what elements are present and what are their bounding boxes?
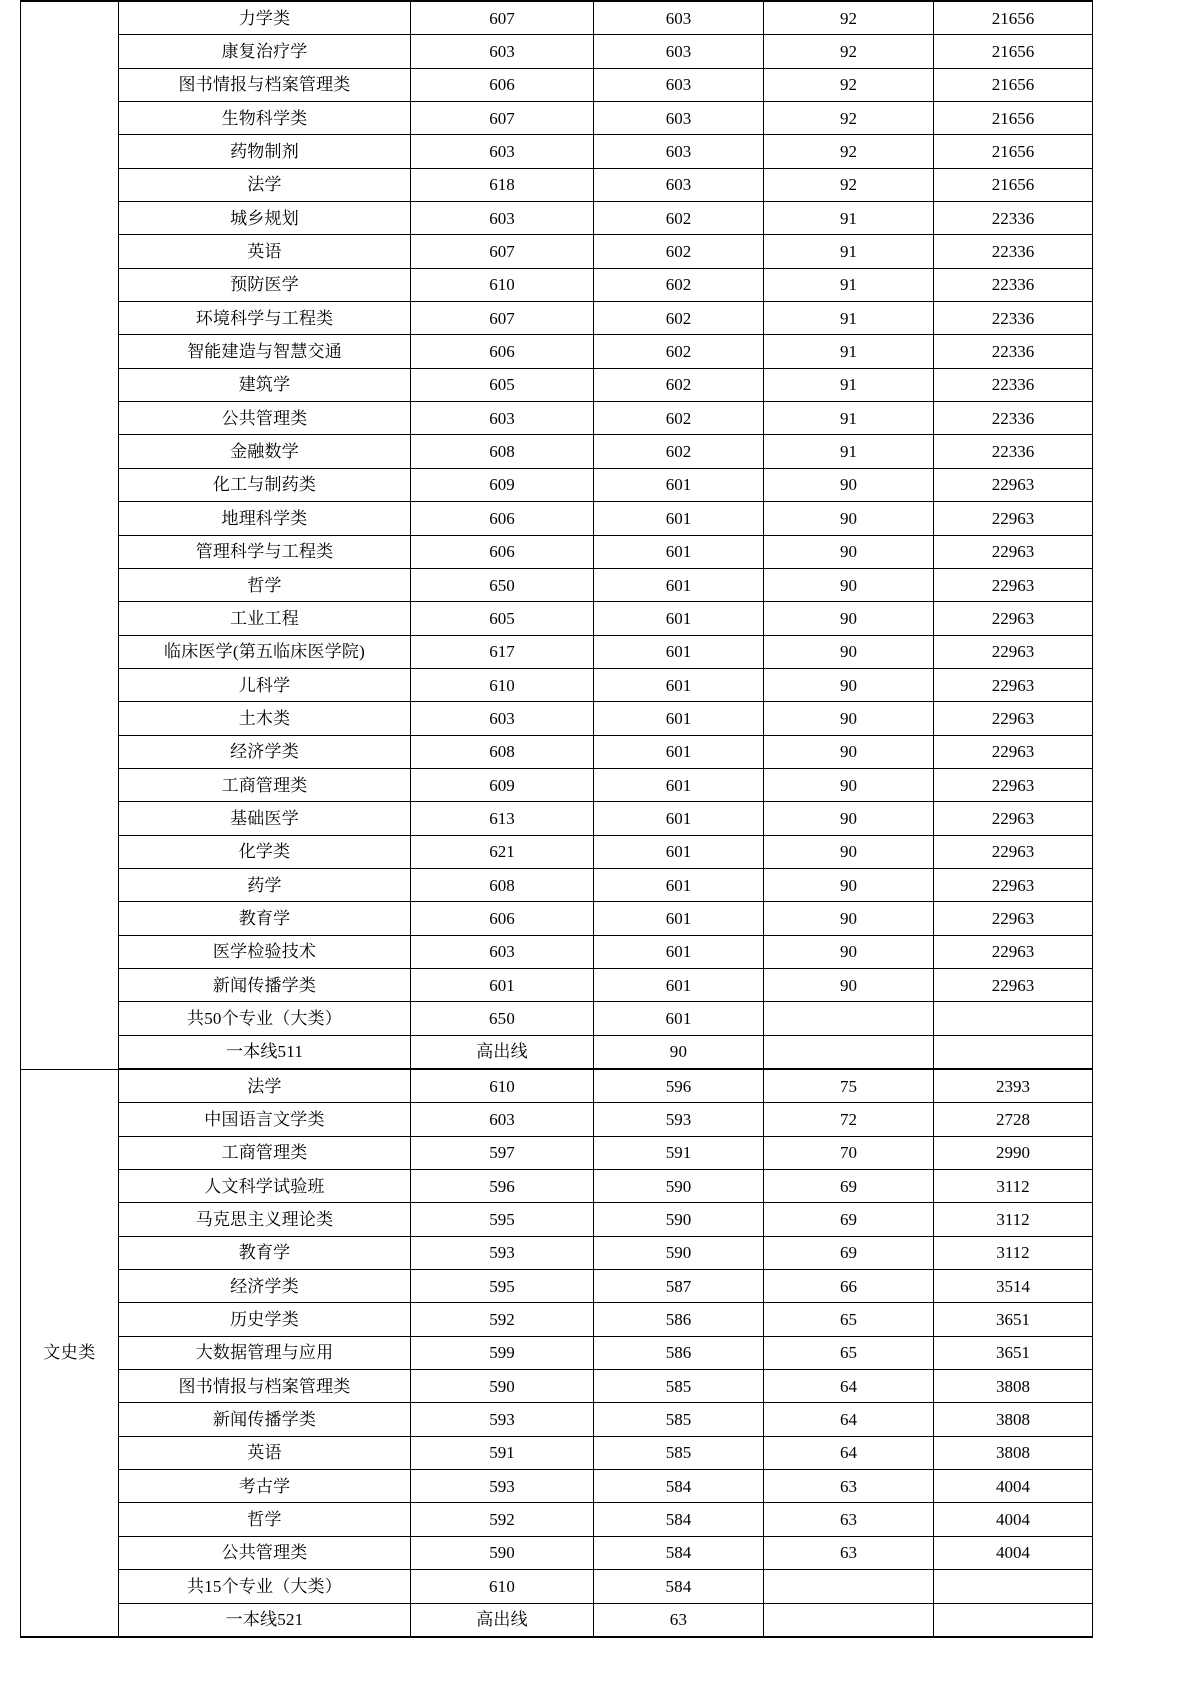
table-row <box>21 968 1093 1001</box>
above-line-cell: 92 <box>764 102 934 135</box>
highest-score-cell: 605 <box>411 368 594 401</box>
lowest-score-cell: 601 <box>594 502 764 535</box>
table-row <box>21 1002 1093 1035</box>
highest-score-cell: 592 <box>411 1303 594 1336</box>
rank-cell: 22963 <box>934 468 1093 501</box>
rank-cell: 22963 <box>934 535 1093 568</box>
highest-score-cell: 595 <box>411 1270 594 1303</box>
rank-cell: 22963 <box>934 868 1093 901</box>
above-line-cell: 92 <box>764 35 934 68</box>
above-line-cell: 91 <box>764 402 934 435</box>
above-line-cell: 63 <box>764 1503 934 1536</box>
major-name-cell: 儿科学 <box>119 668 411 701</box>
major-name-cell: 大数据管理与应用 <box>119 1336 411 1369</box>
table-row <box>21 335 1093 368</box>
highest-score-cell: 601 <box>411 968 594 1001</box>
lowest-score-cell: 603 <box>594 1 764 35</box>
table-row <box>21 1536 1093 1569</box>
major-name-cell: 中国语言文学类 <box>119 1103 411 1136</box>
highest-score-cell: 608 <box>411 868 594 901</box>
above-line-cell: 69 <box>764 1236 934 1269</box>
highest-score-cell: 606 <box>411 68 594 101</box>
lowest-score-cell: 601 <box>594 668 764 701</box>
highest-score-cell: 599 <box>411 1336 594 1369</box>
major-name-cell: 人文科学试验班 <box>119 1170 411 1203</box>
major-name-cell: 考古学 <box>119 1470 411 1503</box>
rank-cell <box>934 1002 1093 1035</box>
above-line-cell: 90 <box>764 635 934 668</box>
lowest-score-cell: 601 <box>594 602 764 635</box>
highest-score-cell: 613 <box>411 802 594 835</box>
lowest-score-cell: 601 <box>594 802 764 835</box>
above-line-cell: 91 <box>764 302 934 335</box>
highest-score-cell: 607 <box>411 102 594 135</box>
highest-score-cell: 609 <box>411 768 594 801</box>
major-name-cell: 马克思主义理论类 <box>119 1203 411 1236</box>
rank-cell: 22963 <box>934 602 1093 635</box>
lowest-score-cell: 601 <box>594 835 764 868</box>
table-row <box>21 202 1093 235</box>
lowest-score-cell: 601 <box>594 702 764 735</box>
table-body <box>21 1 1093 1637</box>
lowest-score-cell: 590 <box>594 1236 764 1269</box>
lowest-score-cell: 586 <box>594 1336 764 1369</box>
table-row <box>21 368 1093 401</box>
rank-cell <box>934 1603 1093 1637</box>
table-row <box>21 435 1093 468</box>
above-line-cell: 66 <box>764 1270 934 1303</box>
rank-cell: 21656 <box>934 135 1093 168</box>
major-name-cell: 药物制剂 <box>119 135 411 168</box>
major-name-cell: 经济学类 <box>119 1270 411 1303</box>
rank-cell: 22963 <box>934 668 1093 701</box>
table-row <box>21 1303 1093 1336</box>
highest-score-cell: 650 <box>411 1002 594 1035</box>
lowest-score-cell: 602 <box>594 368 764 401</box>
rank-cell: 22963 <box>934 768 1093 801</box>
table-row <box>21 35 1093 68</box>
rank-cell: 3112 <box>934 1236 1093 1269</box>
table-row <box>21 1103 1093 1136</box>
table-row <box>21 668 1093 701</box>
highest-score-cell: 603 <box>411 202 594 235</box>
summary-label-cell: 共15个专业（大类） <box>119 1570 411 1603</box>
lowest-score-cell: 602 <box>594 435 764 468</box>
highest-score-cell: 610 <box>411 1069 594 1103</box>
major-name-cell: 工商管理类 <box>119 1136 411 1169</box>
major-name-cell: 管理科学与工程类 <box>119 535 411 568</box>
major-name-cell: 教育学 <box>119 1236 411 1269</box>
highest-score-cell: 606 <box>411 502 594 535</box>
highest-score-cell: 603 <box>411 702 594 735</box>
table-row <box>21 1069 1093 1103</box>
highest-score-cell: 603 <box>411 402 594 435</box>
major-name-cell: 英语 <box>119 1436 411 1469</box>
above-line-cell <box>764 1035 934 1069</box>
table-row <box>21 235 1093 268</box>
lowest-score-cell: 602 <box>594 268 764 301</box>
highest-score-cell: 603 <box>411 935 594 968</box>
table-row <box>21 268 1093 301</box>
highest-score-cell: 618 <box>411 168 594 201</box>
rank-cell: 22963 <box>934 802 1093 835</box>
summary-label-cell: 一本线511 <box>119 1035 411 1069</box>
major-name-cell: 智能建造与智慧交通 <box>119 335 411 368</box>
highest-score-cell: 610 <box>411 268 594 301</box>
above-line-cell: 90 <box>764 935 934 968</box>
major-name-cell: 生物科学类 <box>119 102 411 135</box>
table-row <box>21 1170 1093 1203</box>
major-name-cell: 图书情报与档案管理类 <box>119 1370 411 1403</box>
rank-cell: 22336 <box>934 268 1093 301</box>
above-line-cell: 69 <box>764 1203 934 1236</box>
above-line-cell <box>764 1603 934 1637</box>
above-line-cell: 90 <box>764 735 934 768</box>
highest-score-cell: 593 <box>411 1236 594 1269</box>
above-line-cell: 90 <box>764 568 934 601</box>
above-line-cell <box>764 1570 934 1603</box>
rank-cell: 22336 <box>934 235 1093 268</box>
lowest-score-cell: 584 <box>594 1570 764 1603</box>
highest-score-cell: 597 <box>411 1136 594 1169</box>
above-line-cell: 91 <box>764 235 934 268</box>
lowest-score-cell: 601 <box>594 568 764 601</box>
highest-score-cell: 608 <box>411 435 594 468</box>
table-row <box>21 102 1093 135</box>
table-row <box>21 768 1093 801</box>
major-name-cell: 化学类 <box>119 835 411 868</box>
major-name-cell: 基础医学 <box>119 802 411 835</box>
highest-score-cell: 606 <box>411 902 594 935</box>
table-row <box>21 735 1093 768</box>
lowest-score-cell: 602 <box>594 235 764 268</box>
table-row <box>21 168 1093 201</box>
table-row <box>21 302 1093 335</box>
rank-cell: 3651 <box>934 1303 1093 1336</box>
rank-cell: 22336 <box>934 435 1093 468</box>
highest-score-cell: 595 <box>411 1203 594 1236</box>
above-line-cell: 90 <box>764 535 934 568</box>
group-label-cell: 文史类 <box>21 1069 119 1637</box>
table-row <box>21 535 1093 568</box>
lowest-score-cell: 603 <box>594 68 764 101</box>
major-name-cell: 英语 <box>119 235 411 268</box>
highest-score-cell: 607 <box>411 235 594 268</box>
above-line-cell: 64 <box>764 1403 934 1436</box>
highest-score-cell: 610 <box>411 668 594 701</box>
table-row <box>21 468 1093 501</box>
rank-cell: 22963 <box>934 702 1093 735</box>
summary-label-cell: 共50个专业（大类） <box>119 1002 411 1035</box>
table-row <box>21 1035 1093 1069</box>
lowest-score-cell: 603 <box>594 135 764 168</box>
highest-score-cell: 607 <box>411 302 594 335</box>
highest-score-cell: 603 <box>411 35 594 68</box>
lowest-score-cell: 601 <box>594 768 764 801</box>
table-row <box>21 635 1093 668</box>
lowest-score-cell: 585 <box>594 1403 764 1436</box>
above-line-cell: 90 <box>764 768 934 801</box>
major-name-cell: 药学 <box>119 868 411 901</box>
highest-score-cell: 高出线 <box>411 1603 594 1637</box>
rank-cell: 22963 <box>934 635 1093 668</box>
highest-score-cell: 591 <box>411 1436 594 1469</box>
admission-score-table <box>20 0 1093 1638</box>
highest-score-cell: 603 <box>411 1103 594 1136</box>
table-row <box>21 1470 1093 1503</box>
rank-cell: 21656 <box>934 102 1093 135</box>
lowest-score-cell: 601 <box>594 935 764 968</box>
table-row <box>21 1603 1093 1637</box>
table-row <box>21 1503 1093 1536</box>
highest-score-cell: 610 <box>411 1570 594 1603</box>
highest-score-cell: 606 <box>411 335 594 368</box>
rank-cell: 3514 <box>934 1270 1093 1303</box>
above-line-cell: 90 <box>764 668 934 701</box>
rank-cell: 22336 <box>934 335 1093 368</box>
above-line-cell: 90 <box>764 702 934 735</box>
rank-cell: 22336 <box>934 368 1093 401</box>
major-name-cell: 化工与制药类 <box>119 468 411 501</box>
rank-cell: 3808 <box>934 1370 1093 1403</box>
highest-score-cell: 590 <box>411 1370 594 1403</box>
lowest-score-cell: 584 <box>594 1470 764 1503</box>
major-name-cell: 教育学 <box>119 902 411 935</box>
table-row <box>21 135 1093 168</box>
major-name-cell: 力学类 <box>119 1 411 35</box>
rank-cell: 2728 <box>934 1103 1093 1136</box>
lowest-score-cell: 590 <box>594 1203 764 1236</box>
lowest-score-cell: 602 <box>594 302 764 335</box>
above-line-cell: 91 <box>764 435 934 468</box>
table-row <box>21 902 1093 935</box>
lowest-score-cell: 601 <box>594 735 764 768</box>
major-name-cell: 土木类 <box>119 702 411 735</box>
table-row <box>21 1136 1093 1169</box>
table-row <box>21 935 1093 968</box>
rank-cell <box>934 1570 1093 1603</box>
highest-score-cell: 590 <box>411 1536 594 1569</box>
table-row <box>21 1 1093 35</box>
lowest-score-cell: 584 <box>594 1503 764 1536</box>
lowest-score-cell: 603 <box>594 35 764 68</box>
major-name-cell: 法学 <box>119 1069 411 1103</box>
highest-score-cell: 596 <box>411 1170 594 1203</box>
rank-cell: 21656 <box>934 35 1093 68</box>
major-name-cell: 公共管理类 <box>119 1536 411 1569</box>
rank-cell: 22336 <box>934 402 1093 435</box>
lowest-score-cell: 586 <box>594 1303 764 1336</box>
lowest-score-cell: 584 <box>594 1536 764 1569</box>
lowest-score-cell: 601 <box>594 1002 764 1035</box>
rank-cell: 4004 <box>934 1536 1093 1569</box>
table-row <box>21 68 1093 101</box>
summary-label-cell: 一本线521 <box>119 1603 411 1637</box>
rank-cell: 4004 <box>934 1503 1093 1536</box>
major-name-cell: 金融数学 <box>119 435 411 468</box>
above-line-cell: 65 <box>764 1303 934 1336</box>
table-row <box>21 1436 1093 1469</box>
table-row <box>21 1403 1093 1436</box>
major-name-cell: 临床医学(第五临床医学院) <box>119 635 411 668</box>
highest-score-cell: 高出线 <box>411 1035 594 1069</box>
highest-score-cell: 606 <box>411 535 594 568</box>
rank-cell: 22963 <box>934 835 1093 868</box>
major-name-cell: 城乡规划 <box>119 202 411 235</box>
lowest-score-cell: 601 <box>594 968 764 1001</box>
above-line-cell: 75 <box>764 1069 934 1103</box>
above-line-cell: 65 <box>764 1336 934 1369</box>
major-name-cell: 图书情报与档案管理类 <box>119 68 411 101</box>
table-row <box>21 402 1093 435</box>
major-name-cell: 预防医学 <box>119 268 411 301</box>
lowest-score-cell: 601 <box>594 468 764 501</box>
above-line-cell: 64 <box>764 1370 934 1403</box>
table-row <box>21 1370 1093 1403</box>
rank-cell <box>934 1035 1093 1069</box>
above-line-cell: 92 <box>764 135 934 168</box>
table-row <box>21 602 1093 635</box>
group-label-cell <box>21 1 119 1069</box>
rank-cell: 22336 <box>934 202 1093 235</box>
rank-cell: 3808 <box>934 1436 1093 1469</box>
lowest-score-cell: 90 <box>594 1035 764 1069</box>
highest-score-cell: 593 <box>411 1470 594 1503</box>
lowest-score-cell: 587 <box>594 1270 764 1303</box>
above-line-cell: 91 <box>764 368 934 401</box>
lowest-score-cell: 596 <box>594 1069 764 1103</box>
highest-score-cell: 650 <box>411 568 594 601</box>
above-line-cell: 92 <box>764 68 934 101</box>
rank-cell: 3112 <box>934 1203 1093 1236</box>
major-name-cell: 历史学类 <box>119 1303 411 1336</box>
above-line-cell: 90 <box>764 602 934 635</box>
table-row <box>21 802 1093 835</box>
highest-score-cell: 608 <box>411 735 594 768</box>
rank-cell: 21656 <box>934 1 1093 35</box>
above-line-cell <box>764 1002 934 1035</box>
lowest-score-cell: 601 <box>594 902 764 935</box>
above-line-cell: 70 <box>764 1136 934 1169</box>
table-row <box>21 568 1093 601</box>
above-line-cell: 92 <box>764 1 934 35</box>
major-name-cell: 工业工程 <box>119 602 411 635</box>
above-line-cell: 69 <box>764 1170 934 1203</box>
above-line-cell: 90 <box>764 968 934 1001</box>
table-row <box>21 868 1093 901</box>
above-line-cell: 91 <box>764 335 934 368</box>
highest-score-cell: 593 <box>411 1403 594 1436</box>
highest-score-cell: 607 <box>411 1 594 35</box>
lowest-score-cell: 63 <box>594 1603 764 1637</box>
lowest-score-cell: 601 <box>594 868 764 901</box>
major-name-cell: 公共管理类 <box>119 402 411 435</box>
rank-cell: 22336 <box>934 302 1093 335</box>
major-name-cell: 经济学类 <box>119 735 411 768</box>
table-row <box>21 702 1093 735</box>
table-row <box>21 835 1093 868</box>
lowest-score-cell: 603 <box>594 102 764 135</box>
rank-cell: 2990 <box>934 1136 1093 1169</box>
major-name-cell: 康复治疗学 <box>119 35 411 68</box>
rank-cell: 3651 <box>934 1336 1093 1369</box>
above-line-cell: 92 <box>764 168 934 201</box>
above-line-cell: 91 <box>764 202 934 235</box>
above-line-cell: 90 <box>764 868 934 901</box>
major-name-cell: 法学 <box>119 168 411 201</box>
highest-score-cell: 609 <box>411 468 594 501</box>
lowest-score-cell: 601 <box>594 635 764 668</box>
rank-cell: 22963 <box>934 502 1093 535</box>
rank-cell: 4004 <box>934 1470 1093 1503</box>
lowest-score-cell: 603 <box>594 168 764 201</box>
lowest-score-cell: 585 <box>594 1370 764 1403</box>
table-row <box>21 1236 1093 1269</box>
major-name-cell: 建筑学 <box>119 368 411 401</box>
lowest-score-cell: 602 <box>594 202 764 235</box>
major-name-cell: 哲学 <box>119 1503 411 1536</box>
above-line-cell: 72 <box>764 1103 934 1136</box>
rank-cell: 22963 <box>934 568 1093 601</box>
rank-cell: 3808 <box>934 1403 1093 1436</box>
major-name-cell: 新闻传播学类 <box>119 1403 411 1436</box>
highest-score-cell: 592 <box>411 1503 594 1536</box>
above-line-cell: 63 <box>764 1536 934 1569</box>
table-row <box>21 1270 1093 1303</box>
lowest-score-cell: 602 <box>594 335 764 368</box>
major-name-cell: 新闻传播学类 <box>119 968 411 1001</box>
table-row <box>21 1203 1093 1236</box>
lowest-score-cell: 590 <box>594 1170 764 1203</box>
above-line-cell: 64 <box>764 1436 934 1469</box>
rank-cell: 21656 <box>934 168 1093 201</box>
rank-cell: 22963 <box>934 902 1093 935</box>
major-name-cell: 医学检验技术 <box>119 935 411 968</box>
table-row <box>21 1570 1093 1603</box>
above-line-cell: 90 <box>764 835 934 868</box>
major-name-cell: 工商管理类 <box>119 768 411 801</box>
above-line-cell: 90 <box>764 502 934 535</box>
major-name-cell: 环境科学与工程类 <box>119 302 411 335</box>
highest-score-cell: 617 <box>411 635 594 668</box>
above-line-cell: 91 <box>764 268 934 301</box>
rank-cell: 3112 <box>934 1170 1093 1203</box>
above-line-cell: 63 <box>764 1470 934 1503</box>
table-row <box>21 1336 1093 1369</box>
lowest-score-cell: 591 <box>594 1136 764 1169</box>
highest-score-cell: 603 <box>411 135 594 168</box>
lowest-score-cell: 585 <box>594 1436 764 1469</box>
rank-cell: 21656 <box>934 68 1093 101</box>
rank-cell: 22963 <box>934 935 1093 968</box>
rank-cell: 22963 <box>934 735 1093 768</box>
highest-score-cell: 605 <box>411 602 594 635</box>
major-name-cell: 哲学 <box>119 568 411 601</box>
rank-cell: 2393 <box>934 1069 1093 1103</box>
highest-score-cell: 621 <box>411 835 594 868</box>
above-line-cell: 90 <box>764 802 934 835</box>
above-line-cell: 90 <box>764 902 934 935</box>
table-row <box>21 502 1093 535</box>
lowest-score-cell: 602 <box>594 402 764 435</box>
major-name-cell: 地理科学类 <box>119 502 411 535</box>
rank-cell: 22963 <box>934 968 1093 1001</box>
lowest-score-cell: 593 <box>594 1103 764 1136</box>
above-line-cell: 90 <box>764 468 934 501</box>
lowest-score-cell: 601 <box>594 535 764 568</box>
